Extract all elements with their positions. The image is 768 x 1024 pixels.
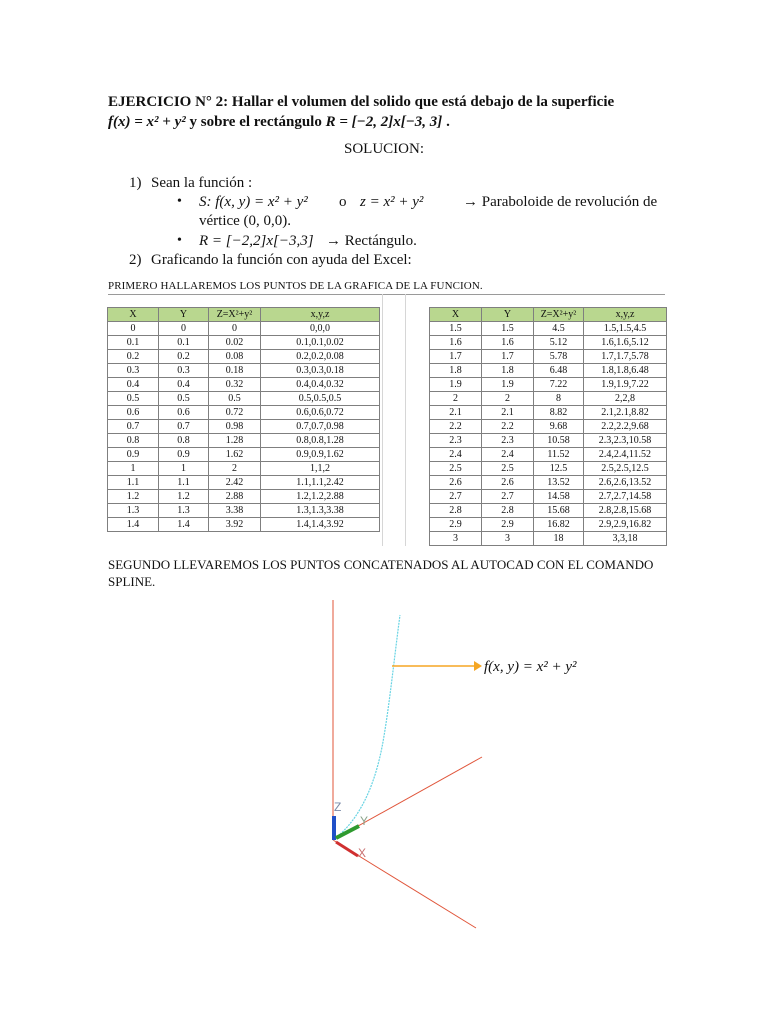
cell-xyz: 1.5,1.5,4.5 [584,322,667,336]
cell-x: 0.3 [108,364,159,378]
cell-y: 2.7 [482,490,534,504]
cell-xyz: 0.8,0.8,1.28 [261,434,380,448]
table-header-row [430,308,667,322]
cell-xyz: 2.4,2.4,11.52 [584,448,667,462]
cell-xyz: 1.8,1.8,6.48 [584,364,667,378]
table-row [108,322,380,336]
cell-y: 2.9 [482,518,534,532]
table-header-row [108,308,380,322]
cell-z: 12.5 [534,462,584,476]
cell-x: 3 [430,532,482,546]
cell-xyz: 0,0,0 [261,322,380,336]
cell-z: 2 [209,462,261,476]
cell-y: 1.7 [482,350,534,364]
cell-xyz: 0.4,0.4,0.32 [261,378,380,392]
cell-y: 1.9 [482,378,534,392]
cell-z: 8 [534,392,584,406]
cell-xyz: 2.3,2.3,10.58 [584,434,667,448]
cell-z: 13.52 [534,476,584,490]
heading-mid-text: y sobre el rectángulo [185,114,326,130]
table-row [430,490,667,504]
cell-xyz: 0.9,0.9,1.62 [261,448,380,462]
cell-x: 0.7 [108,420,159,434]
bullet-1-description: → Paraboloide de revolución de [463,194,658,210]
cell-x: 0.1 [108,336,159,350]
cell-z: 3.92 [209,518,261,532]
cell-y: 2.4 [482,448,534,462]
cell-z: 18 [534,532,584,546]
ucs-x-label: X [358,846,367,860]
table-row [430,462,667,476]
cell-x: 1.4 [108,518,159,532]
ucs-z-label: Z [334,800,342,814]
cell-y: 2.3 [482,434,534,448]
cell-x: 2.7 [430,490,482,504]
cell-y: 0 [159,322,209,336]
cell-y: 0.5 [159,392,209,406]
bullet-2-description: → Rectángulo. [326,233,417,249]
excel-table-right [429,307,667,546]
table-row [430,420,667,434]
cell-z: 7.22 [534,378,584,392]
cell-z: 6.48 [534,364,584,378]
heading-end: . [442,114,450,130]
table-row [108,518,380,532]
header-y: Y [482,308,534,322]
cell-x: 2.5 [430,462,482,476]
cell-xyz: 1,1,2 [261,462,380,476]
cell-xyz: 2.8,2.8,15.68 [584,504,667,518]
bullet-1-z: z = x² + y² [360,194,424,210]
paraboloid-spline-curve [333,615,400,840]
cell-z: 0.02 [209,336,261,350]
cell-xyz: 2.7,2.7,14.58 [584,490,667,504]
step-1-text: Sean la función : [151,175,253,191]
table-row [108,504,380,518]
cell-xyz: 0.3,0.3,0.18 [261,364,380,378]
cell-z: 0 [209,322,261,336]
table-row [430,392,667,406]
cell-z: 15.68 [534,504,584,518]
step-2-text: Graficando la función con ayuda del Excel: [151,252,412,268]
table-body-right [430,322,667,546]
bullet-dot-1: • [177,194,182,209]
cell-y: 0.1 [159,336,209,350]
header-y: Y [159,308,209,322]
cell-xyz: 1.3,1.3,3.38 [261,504,380,518]
cell-xyz: 1.7,1.7,5.78 [584,350,667,364]
cell-z: 1.28 [209,434,261,448]
table-row [108,420,380,434]
cell-y: 2.2 [482,420,534,434]
table-row [108,364,380,378]
cell-y: 0.3 [159,364,209,378]
cell-x: 2.8 [430,504,482,518]
cell-xyz: 1.6,1.6,5.12 [584,336,667,350]
heading-function: f(x) = x² + y² [108,114,186,130]
cell-y: 2.8 [482,504,534,518]
cell-xyz: 1.9,1.9,7.22 [584,378,667,392]
cell-z: 0.18 [209,364,261,378]
cell-xyz: 0.5,0.5,0.5 [261,392,380,406]
table-row [108,476,380,490]
ucs-y-axis [336,826,359,838]
cell-x: 1.2 [108,490,159,504]
cell-y: 0.2 [159,350,209,364]
cell-x: 2.1 [430,406,482,420]
table-row [108,462,380,476]
cell-y: 2.6 [482,476,534,490]
cell-xyz: 1.2,1.2,2.88 [261,490,380,504]
bullet-1-function: S: f(x, y) = x² + y² [199,194,308,210]
table-row [108,434,380,448]
step-1-number: 1) [129,175,142,191]
table-row [108,448,380,462]
cell-x: 0.9 [108,448,159,462]
cell-x: 2.6 [430,476,482,490]
table-row [108,392,380,406]
cell-z: 8.82 [534,406,584,420]
cell-xyz: 1.1,1.1,2.42 [261,476,380,490]
label-arrowhead [474,661,482,671]
cell-z: 14.58 [534,490,584,504]
cell-xyz: 0.7,0.7,0.98 [261,420,380,434]
header-xyz: x,y,z [261,308,380,322]
cell-x: 1 [108,462,159,476]
excel-table-left [107,307,380,532]
cell-y: 1.4 [159,518,209,532]
heading-line-2 [108,112,614,132]
bullet-1-description-cont: vértice (0, 0,0). [199,213,292,229]
cell-x: 2 [430,392,482,406]
header-x: X [108,308,159,322]
table-row [430,364,667,378]
cell-xyz: 2.5,2.5,12.5 [584,462,667,476]
cell-xyz: 2.9,2.9,16.82 [584,518,667,532]
table-row [430,504,667,518]
cell-z: 5.78 [534,350,584,364]
bullet-2-rectangle: R = [−2,2]x[−3,3] [199,233,314,249]
cell-y: 1.5 [482,322,534,336]
cell-y: 3 [482,532,534,546]
cell-z: 16.82 [534,518,584,532]
cell-x: 0.4 [108,378,159,392]
ucs-x-axis [336,842,358,856]
table-row [430,532,667,546]
cell-y: 0.7 [159,420,209,434]
cell-x: 0.2 [108,350,159,364]
table-row [108,378,380,392]
step-2-number: 2) [129,252,142,268]
cell-x: 0.5 [108,392,159,406]
header-z: Z=X²+y² [209,308,261,322]
header-z: Z=X²+y² [534,308,584,322]
cell-x: 1.6 [430,336,482,350]
cell-xyz: 0.2,0.2,0.08 [261,350,380,364]
table-row [108,490,380,504]
table-row [430,434,667,448]
cell-y: 2.1 [482,406,534,420]
excel-gridline [382,294,383,546]
cell-x: 0.8 [108,434,159,448]
segundo-text: SEGUNDO LLEVAREMOS LOS PUNTOS CONCATENADOS AL AUTOCAD CON EL COMANDO SPLINE. [108,557,654,589]
cell-y: 2.5 [482,462,534,476]
cell-z: 3.38 [209,504,261,518]
cell-x: 1.3 [108,504,159,518]
cell-y: 1.1 [159,476,209,490]
ucs-y-label: Y [360,814,369,828]
cell-z: 0.98 [209,420,261,434]
cell-z: 0.72 [209,406,261,420]
cell-z: 10.58 [534,434,584,448]
excel-caption: PRIMERO HALLAREMOS LOS PUNTOS DE LA GRAFICA DE LA FUNCION. [108,280,483,292]
header-xyz: x,y,z [584,308,667,322]
cell-xyz: 3,3,18 [584,532,667,546]
cell-y: 1.6 [482,336,534,350]
table-row [108,350,380,364]
cell-z: 2.42 [209,476,261,490]
cell-xyz: 2.6,2.6,13.52 [584,476,667,490]
cell-z: 11.52 [534,448,584,462]
table-body-left [108,322,380,532]
cell-z: 0.32 [209,378,261,392]
cell-y: 1.8 [482,364,534,378]
cell-y: 1.2 [159,490,209,504]
table-row [430,350,667,364]
table-row [430,448,667,462]
exercise-heading [108,92,614,132]
cell-z: 4.5 [534,322,584,336]
cell-y: 0.8 [159,434,209,448]
cell-z: 0.08 [209,350,261,364]
bullet-dot-2: • [177,233,182,248]
cell-xyz: 1.4,1.4,3.92 [261,518,380,532]
cell-xyz: 2.1,2.1,8.82 [584,406,667,420]
cell-xyz: 2,2,8 [584,392,667,406]
excel-gridline [405,294,406,546]
cell-x: 1.8 [430,364,482,378]
cell-x: 2.9 [430,518,482,532]
cell-z: 5.12 [534,336,584,350]
cell-x: 2.2 [430,420,482,434]
cell-z: 0.5 [209,392,261,406]
cell-x: 1.7 [430,350,482,364]
cell-x: 0 [108,322,159,336]
table-row [430,518,667,532]
cell-x: 1.5 [430,322,482,336]
cell-y: 1.3 [159,504,209,518]
cell-y: 0.9 [159,448,209,462]
cell-z: 9.68 [534,420,584,434]
cell-x: 0.6 [108,406,159,420]
bullet-1-or: o [339,194,347,210]
table-row [108,406,380,420]
cell-xyz: 0.6,0.6,0.72 [261,406,380,420]
table-row [430,336,667,350]
autocad-drawing [0,590,768,1024]
table-row [108,336,380,350]
cell-y: 2 [482,392,534,406]
header-x: X [430,308,482,322]
cell-z: 2.88 [209,490,261,504]
cell-y: 0.4 [159,378,209,392]
table-row [430,476,667,490]
excel-caption-underline [108,294,665,295]
cell-x: 1.9 [430,378,482,392]
curve-function-label: f(x, y) = x² + y² [484,659,577,675]
heading-line-1: EJERCICIO N° 2: Hallar el volumen del solido que está debajo de la superficie [108,94,615,110]
table-row [430,322,667,336]
cell-y: 0.6 [159,406,209,420]
cell-x: 1.1 [108,476,159,490]
cell-y: 1 [159,462,209,476]
cell-z: 1.62 [209,448,261,462]
table-row [430,378,667,392]
table-row [430,406,667,420]
solucion-title: SOLUCION: [343,141,424,157]
heading-rectangle: R = [−2, 2]x[−3, 3] [325,114,443,130]
cell-xyz: 0.1,0.1,0.02 [261,336,380,350]
cell-x: 2.3 [430,434,482,448]
cell-x: 2.4 [430,448,482,462]
cell-xyz: 2.2,2.2,9.68 [584,420,667,434]
